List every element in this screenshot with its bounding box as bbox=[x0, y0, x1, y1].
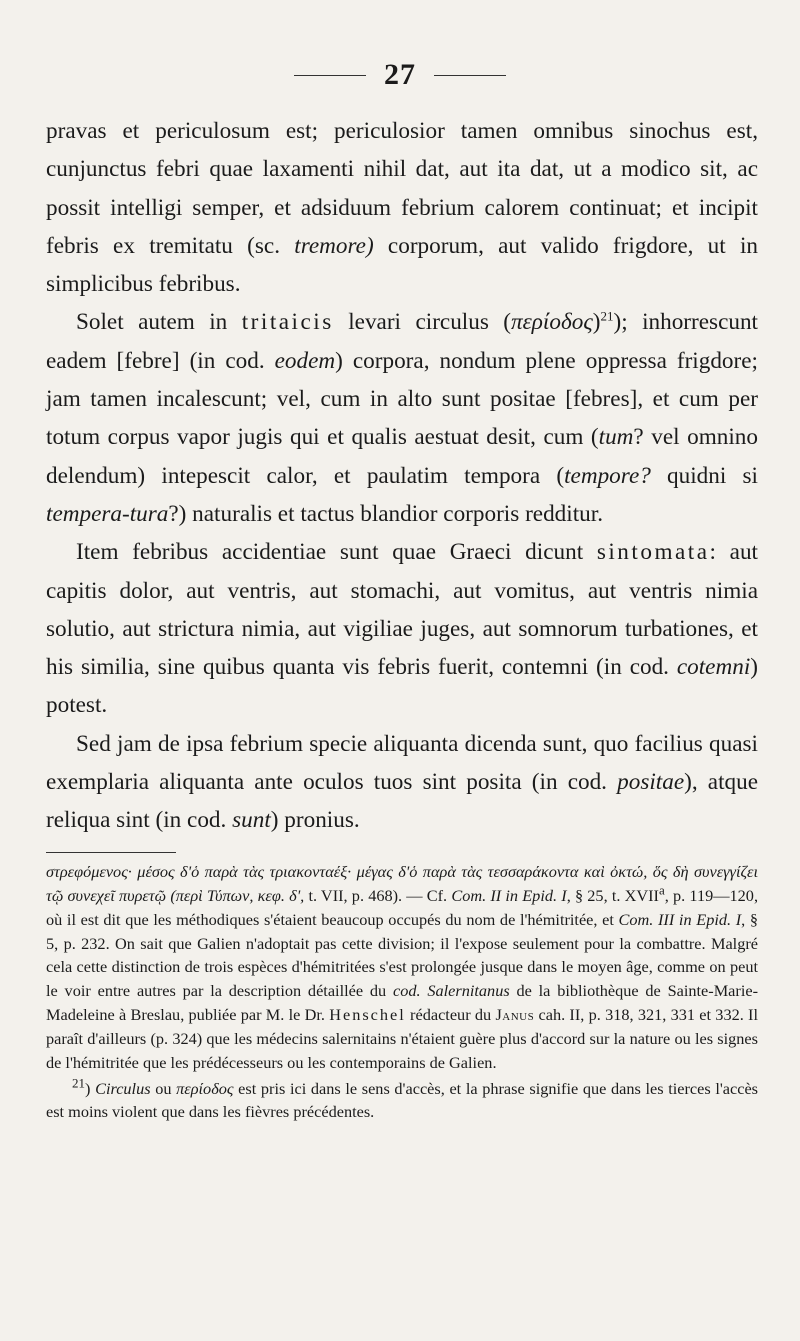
greek-run: περίοδος bbox=[511, 309, 593, 336]
text-run: t. VII, p. 468). — Cf. bbox=[304, 885, 452, 905]
text-run: ) bbox=[592, 309, 601, 336]
text-run: ? vel omnino delendum) intepescit calor, et paulatim tempora ( bbox=[46, 424, 758, 489]
text-run: ou bbox=[150, 1078, 177, 1098]
italic-run: Circulus bbox=[95, 1078, 151, 1098]
greek-run: περίοδος bbox=[176, 1078, 234, 1098]
italic-run: Com. III in Epid. I bbox=[618, 909, 742, 929]
text-run: rédacteur du bbox=[405, 1005, 496, 1025]
footnote-ref: 21 bbox=[600, 308, 614, 324]
page-number: 27 bbox=[384, 58, 416, 91]
text-run: ), atque reliqua sint (in cod. bbox=[46, 769, 758, 834]
footnote-divider bbox=[46, 852, 176, 853]
smallcaps-run: Janus bbox=[495, 1005, 535, 1025]
italic-run: eodem bbox=[274, 347, 336, 374]
italic-run: sunt bbox=[232, 807, 271, 834]
text-run: ) corpora, nondum plene oppressa frigdore; jam tamen incalescunt; vel, cum in alto sunt positae [febres], et cum per totum corpus vapor jugis qui et qualis aestuat desit, cum ( bbox=[46, 347, 758, 451]
italic-run: Com. II in Epid. I bbox=[451, 885, 567, 905]
italic-run: tremore) bbox=[294, 232, 374, 259]
header-rule-right bbox=[434, 75, 506, 76]
text-run: Item febribus accidentiae sunt quae Graeci dicunt bbox=[76, 539, 597, 566]
text-run: levari circulus ( bbox=[333, 309, 512, 336]
text-run: ) potest. bbox=[46, 654, 758, 719]
text-run: , § 25, t. XVII bbox=[566, 885, 659, 905]
text-run: , p. 119—120, où il est dit que les méthodiques s'étaient beaucoup occupés du nom de l'hémitritée, et bbox=[46, 885, 759, 929]
text-run: ) pronius. bbox=[270, 807, 360, 834]
paragraph-4 bbox=[46, 725, 758, 840]
page-header bbox=[0, 58, 800, 92]
text-run: pravas et periculosum est; periculosior tamen omnibus sinochus est, cunjunctus febri quae laxamenti nihil dat, aut ita dat, ut a modico sit, ac possit intelligi semper, et adsiduum febrium calorem continuat; et incipit febris ex tremitatu (sc. bbox=[46, 118, 758, 259]
italic-run: cod. Salernitanus bbox=[392, 981, 510, 1001]
text-run: corporum, aut valido frigdore, ut in simplicibus febribus. bbox=[46, 232, 758, 298]
header-rule-left bbox=[294, 75, 366, 76]
text-run: est pris ici dans le sens d'accès, et la phrase signifie que dans les tierces l'accès est moins violent que dans les fièvres précédentes. bbox=[46, 1078, 759, 1122]
footnote-continued bbox=[46, 860, 758, 1075]
text-run: Sed jam de ipsa febrium specie aliquanta dicenda sunt, quo facilius quasi exemplaria aliquanta ante oculos tuos sint posita (in cod. bbox=[46, 730, 758, 796]
greek-run: στρεφόμενος· μέσος δ'ὁ παρὰ τὰς τριακονταέξ· μέγας δ'ὁ παρὰ τὰς τεσσαράκοντα καὶ ὀκτώ, ὅς δὴ συνεγγίζει τῷ συνεχεῖ πυρετῷ (περὶ Τύπων, κεφ. δ', bbox=[46, 862, 758, 905]
superscript: a bbox=[658, 882, 665, 898]
text-run: ); inhorrescunt eadem [febre] (in cod. bbox=[46, 309, 758, 374]
footnote-marker: 21 bbox=[72, 1075, 85, 1091]
spaced-run: tritaicis bbox=[241, 309, 334, 336]
paragraph-1 bbox=[46, 112, 758, 303]
text-run: Solet autem in bbox=[76, 309, 242, 336]
main-text bbox=[46, 112, 758, 840]
text-run: ) bbox=[85, 1078, 96, 1098]
text-run: quidni si bbox=[650, 462, 758, 489]
italic-run: positae bbox=[617, 769, 685, 796]
spaced-run: Henschel bbox=[329, 1005, 406, 1025]
italic-run: cotemni bbox=[676, 654, 751, 681]
paragraph-2 bbox=[46, 303, 758, 533]
italic-run: tempore? bbox=[564, 462, 651, 489]
text-run: ?) naturalis et tactus blandior corporis redditur. bbox=[168, 500, 603, 527]
text-run: : aut capitis dolor, aut ventris, aut stomachi, aut vomitus, aut ventris nimia solutio, aut strictura nimia, aut vigiliae juges, aut somnorum turbationes, et his similia, sine quibus quanta vis febris fuerit, contemni (in cod. bbox=[46, 539, 758, 681]
text-run: , § 5, p. 232. On sait que Galien n'adoptait pas cette division; il l'expose seulement pour la combattre. Malgré cela cette distinction de trois espèces d'hémitritées s'est prolongée jusque dans le moyen âge, comme on peut le voir entre autres par la description détaillée du bbox=[46, 909, 759, 1001]
italic-run: tum bbox=[598, 424, 634, 451]
footnote-21 bbox=[46, 1077, 758, 1125]
spaced-run: sintomata bbox=[596, 539, 710, 566]
text-run: de la bibliothèque de Sainte-Marie-Madeleine à Breslau, publiée par M. le Dr. bbox=[46, 981, 758, 1025]
italic-run: tempera-tura bbox=[46, 500, 169, 527]
text-run: cah. II, p. 318, 321, 331 et 332. Il paraît d'ailleurs (p. 324) que les médecins salernitains n'étaient guère plus d'accord sur la nature ou les signes de l'hémitritée que les prédécesseurs ou les contemporains de Galien. bbox=[46, 1005, 759, 1072]
footnotes bbox=[46, 860, 758, 1124]
paragraph-3 bbox=[46, 533, 758, 724]
